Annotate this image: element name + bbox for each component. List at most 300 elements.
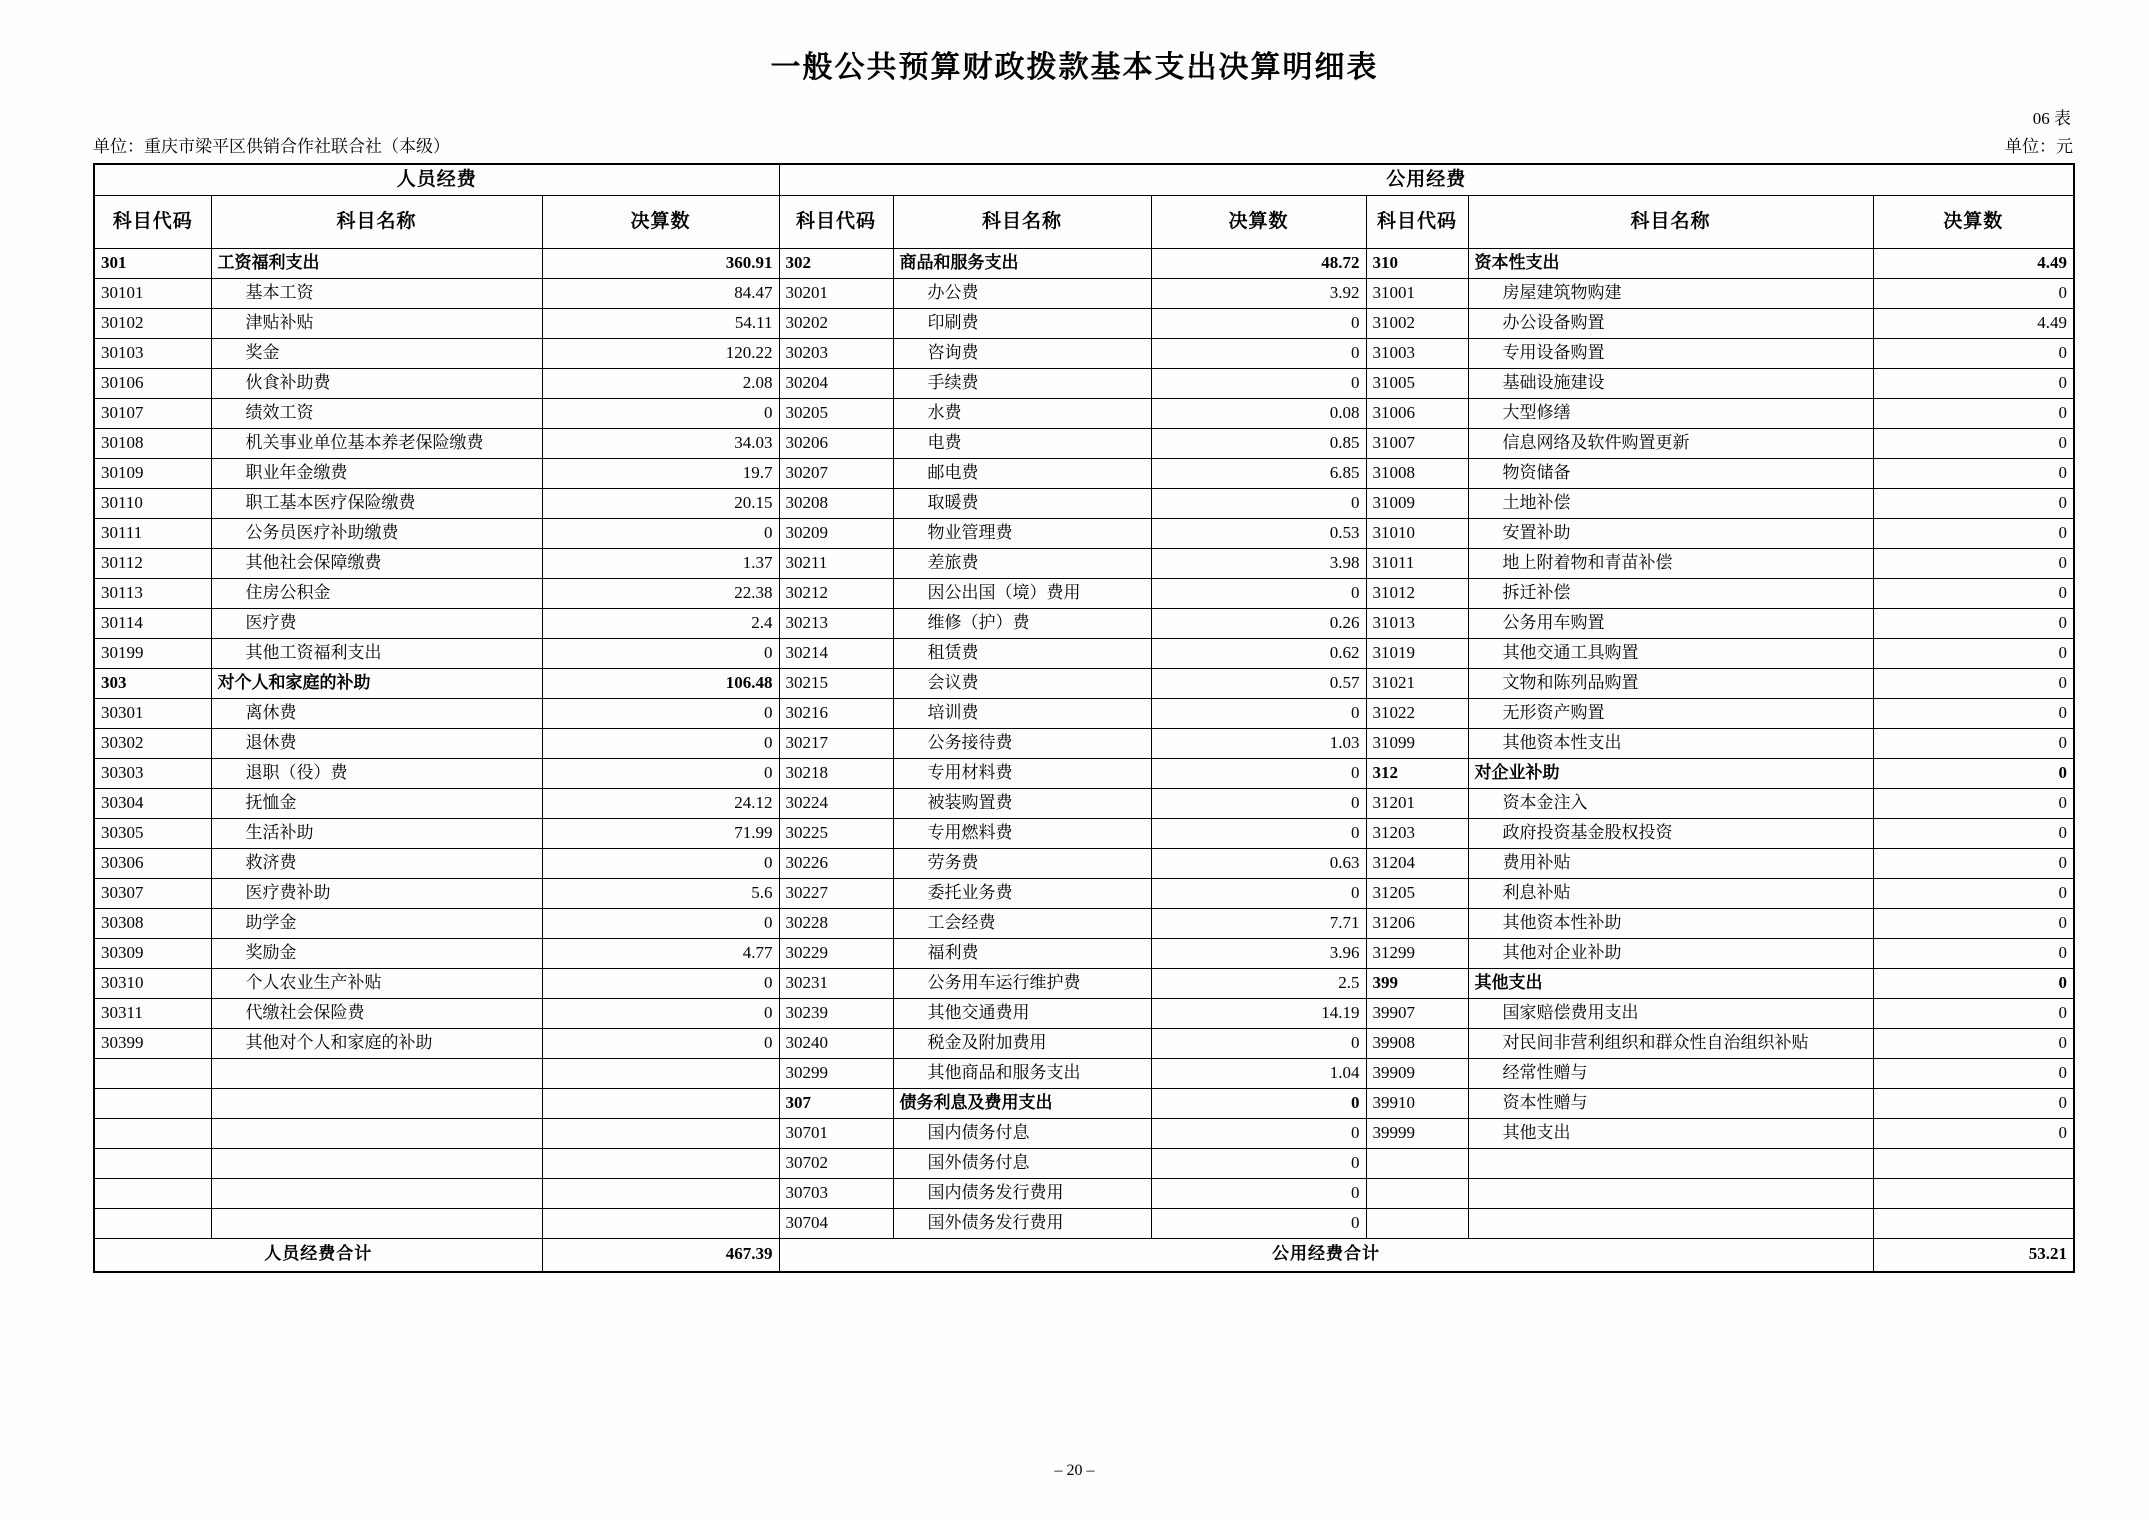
- subject-code-cell: 31203: [1366, 819, 1468, 849]
- amount-cell: 4.49: [1873, 309, 2074, 339]
- table-row: [94, 489, 2074, 519]
- header-amount: 决算数: [542, 196, 779, 249]
- amount-cell: 106.48: [542, 669, 779, 699]
- amount-cell: 0.57: [1151, 669, 1366, 699]
- subject-code-cell: 30399: [94, 1029, 211, 1059]
- subject-code-cell: 30218: [779, 759, 893, 789]
- amount-cell: 2.5: [1151, 969, 1366, 999]
- subject-code-cell: 30217: [779, 729, 893, 759]
- table-row: [94, 969, 2074, 999]
- table-row: [94, 819, 2074, 849]
- subject-name-cell: [211, 1059, 542, 1089]
- subject-code-cell: 30302: [94, 729, 211, 759]
- table-row: [94, 1089, 2074, 1119]
- subject-code-cell: 301: [94, 249, 211, 279]
- subject-code-cell: [94, 1119, 211, 1149]
- subject-code-cell: 30309: [94, 939, 211, 969]
- amount-cell: 120.22: [542, 339, 779, 369]
- amount-cell: [542, 1149, 779, 1179]
- column-header-row: [94, 196, 2074, 249]
- subject-name-cell: 职工基本医疗保险缴费: [211, 489, 542, 519]
- amount-cell: [1873, 1209, 2074, 1239]
- subject-code-cell: 31007: [1366, 429, 1468, 459]
- amount-cell: 54.11: [542, 309, 779, 339]
- amount-cell: 22.38: [542, 579, 779, 609]
- amount-cell: 0: [1873, 819, 2074, 849]
- subject-code-cell: 30199: [94, 639, 211, 669]
- subject-code-cell: 31022: [1366, 699, 1468, 729]
- amount-cell: 0: [1151, 1209, 1366, 1239]
- group-header-public: 公用经费: [779, 164, 2074, 196]
- amount-cell: 84.47: [542, 279, 779, 309]
- subject-code-cell: 39999: [1366, 1119, 1468, 1149]
- subject-code-cell: 399: [1366, 969, 1468, 999]
- subject-code-cell: 30216: [779, 699, 893, 729]
- subject-name-cell: 生活补助: [211, 819, 542, 849]
- subject-name-cell: 公务用车运行维护费: [893, 969, 1151, 999]
- subject-name-cell: 国外债务发行费用: [893, 1209, 1151, 1239]
- amount-cell: 19.7: [542, 459, 779, 489]
- amount-cell: 0: [1873, 579, 2074, 609]
- amount-cell: 0: [1151, 789, 1366, 819]
- subject-code-cell: 30206: [779, 429, 893, 459]
- table-row: [94, 639, 2074, 669]
- unit-name-label: 单位：重庆市梁平区供销合作社联合社（本级）: [93, 137, 450, 156]
- subject-code-cell: 30307: [94, 879, 211, 909]
- amount-cell: 0: [1873, 369, 2074, 399]
- amount-cell: 0: [1873, 879, 2074, 909]
- subject-code-cell: 31019: [1366, 639, 1468, 669]
- subject-code-cell: 31003: [1366, 339, 1468, 369]
- subject-code-cell: [1366, 1209, 1468, 1239]
- subject-code-cell: 30111: [94, 519, 211, 549]
- table-row: [94, 759, 2074, 789]
- personnel-total-value: 467.39: [542, 1239, 779, 1272]
- subject-code-cell: 30225: [779, 819, 893, 849]
- subject-code-cell: 31021: [1366, 669, 1468, 699]
- subject-name-cell: 其他支出: [1468, 969, 1873, 999]
- group-header-row: [94, 164, 2074, 196]
- amount-cell: 0: [1151, 309, 1366, 339]
- amount-cell: 0: [1151, 1149, 1366, 1179]
- amount-cell: 360.91: [542, 249, 779, 279]
- amount-cell: 0: [542, 969, 779, 999]
- subject-code-cell: 30214: [779, 639, 893, 669]
- amount-cell: 0: [542, 699, 779, 729]
- subject-name-cell: 无形资产购置: [1468, 699, 1873, 729]
- amount-cell: 0.08: [1151, 399, 1366, 429]
- subject-code-cell: 30110: [94, 489, 211, 519]
- subject-name-cell: 拆迁补偿: [1468, 579, 1873, 609]
- subject-code-cell: 31013: [1366, 609, 1468, 639]
- subject-name-cell: 印刷费: [893, 309, 1151, 339]
- header-subject-name: 科目名称: [1468, 196, 1873, 249]
- amount-cell: 0: [542, 849, 779, 879]
- subject-code-cell: 31009: [1366, 489, 1468, 519]
- amount-cell: 3.96: [1151, 939, 1366, 969]
- subject-code-cell: 30240: [779, 1029, 893, 1059]
- subject-name-cell: 医疗费: [211, 609, 542, 639]
- amount-cell: 0: [1873, 1089, 2074, 1119]
- subject-name-cell: [211, 1179, 542, 1209]
- header-subject-code: 科目代码: [779, 196, 893, 249]
- table-row: [94, 549, 2074, 579]
- group-header-personnel: 人员经费: [94, 164, 779, 196]
- subject-code-cell: 31201: [1366, 789, 1468, 819]
- subject-name-cell: 取暖费: [893, 489, 1151, 519]
- unit-currency-label: 单位：元: [2005, 137, 2073, 156]
- subject-code-cell: 30215: [779, 669, 893, 699]
- table-row: [94, 1029, 2074, 1059]
- header-subject-name: 科目名称: [211, 196, 542, 249]
- subject-code-cell: 30113: [94, 579, 211, 609]
- header-subject-code: 科目代码: [1366, 196, 1468, 249]
- subject-name-cell: 基本工资: [211, 279, 542, 309]
- subject-code-cell: 31001: [1366, 279, 1468, 309]
- subject-code-cell: [94, 1179, 211, 1209]
- subject-name-cell: [211, 1119, 542, 1149]
- amount-cell: 0: [1873, 669, 2074, 699]
- expenditure-table: [93, 163, 2075, 1273]
- subject-code-cell: 30308: [94, 909, 211, 939]
- table-row: [94, 879, 2074, 909]
- subject-code-cell: 30299: [779, 1059, 893, 1089]
- amount-cell: 0: [1873, 939, 2074, 969]
- amount-cell: 0: [1873, 279, 2074, 309]
- subject-name-cell: 其他工资福利支出: [211, 639, 542, 669]
- subject-code-cell: 31204: [1366, 849, 1468, 879]
- subject-name-cell: 福利费: [893, 939, 1151, 969]
- amount-cell: 0: [542, 999, 779, 1029]
- subject-name-cell: 个人农业生产补贴: [211, 969, 542, 999]
- amount-cell: 0: [1151, 759, 1366, 789]
- amount-cell: 0: [1873, 909, 2074, 939]
- table-number: 06 表: [2032, 109, 2071, 128]
- subject-code-cell: 30306: [94, 849, 211, 879]
- subject-code-cell: 30203: [779, 339, 893, 369]
- subject-name-cell: 政府投资基金股权投资: [1468, 819, 1873, 849]
- table-row: [94, 609, 2074, 639]
- table-row: [94, 999, 2074, 1029]
- subject-name-cell: 物业管理费: [893, 519, 1151, 549]
- subject-name-cell: [1468, 1149, 1873, 1179]
- subject-code-cell: 31299: [1366, 939, 1468, 969]
- subject-code-cell: 30703: [779, 1179, 893, 1209]
- amount-cell: 14.19: [1151, 999, 1366, 1029]
- subject-code-cell: 30212: [779, 579, 893, 609]
- subject-code-cell: 30229: [779, 939, 893, 969]
- subject-name-cell: 医疗费补助: [211, 879, 542, 909]
- amount-cell: 7.71: [1151, 909, 1366, 939]
- subject-name-cell: 公务用车购置: [1468, 609, 1873, 639]
- amount-cell: 0: [1151, 819, 1366, 849]
- amount-cell: 71.99: [542, 819, 779, 849]
- amount-cell: 3.98: [1151, 549, 1366, 579]
- amount-cell: 0.62: [1151, 639, 1366, 669]
- table-row: [94, 669, 2074, 699]
- subject-code-cell: 30304: [94, 789, 211, 819]
- subject-name-cell: 被装购置费: [893, 789, 1151, 819]
- amount-cell: 3.92: [1151, 279, 1366, 309]
- subject-name-cell: 安置补助: [1468, 519, 1873, 549]
- header-subject-code: 科目代码: [94, 196, 211, 249]
- subject-name-cell: 其他交通工具购置: [1468, 639, 1873, 669]
- amount-cell: 0: [1873, 969, 2074, 999]
- page-title: 一般公共预算财政拨款基本支出决算明细表: [770, 51, 1379, 84]
- subject-code-cell: 39907: [1366, 999, 1468, 1029]
- amount-cell: 0: [1873, 549, 2074, 579]
- amount-cell: 0: [1151, 1029, 1366, 1059]
- subject-code-cell: 39909: [1366, 1059, 1468, 1089]
- subject-name-cell: 地上附着物和青苗补偿: [1468, 549, 1873, 579]
- subject-name-cell: 职业年金缴费: [211, 459, 542, 489]
- amount-cell: 0: [542, 639, 779, 669]
- subject-name-cell: 土地补偿: [1468, 489, 1873, 519]
- subject-code-cell: 30108: [94, 429, 211, 459]
- subject-name-cell: 其他社会保障缴费: [211, 549, 542, 579]
- subject-name-cell: 其他商品和服务支出: [893, 1059, 1151, 1089]
- subject-code-cell: 31002: [1366, 309, 1468, 339]
- table-row: [94, 789, 2074, 819]
- amount-cell: 5.6: [542, 879, 779, 909]
- subject-name-cell: 退休费: [211, 729, 542, 759]
- amount-cell: 0: [1873, 1029, 2074, 1059]
- table-row: [94, 1179, 2074, 1209]
- subject-code-cell: 31008: [1366, 459, 1468, 489]
- amount-cell: 0: [1873, 1059, 2074, 1089]
- subject-code-cell: 31099: [1366, 729, 1468, 759]
- subject-name-cell: 国内债务付息: [893, 1119, 1151, 1149]
- subject-name-cell: 债务利息及费用支出: [893, 1089, 1151, 1119]
- subject-code-cell: 30311: [94, 999, 211, 1029]
- subject-name-cell: 水费: [893, 399, 1151, 429]
- subject-name-cell: 维修（护）费: [893, 609, 1151, 639]
- amount-cell: [542, 1209, 779, 1239]
- subject-name-cell: 手续费: [893, 369, 1151, 399]
- subject-code-cell: 30207: [779, 459, 893, 489]
- subject-name-cell: 差旅费: [893, 549, 1151, 579]
- subject-code-cell: 31205: [1366, 879, 1468, 909]
- amount-cell: 0: [1873, 609, 2074, 639]
- amount-cell: 4.49: [1873, 249, 2074, 279]
- amount-cell: 0: [1151, 1089, 1366, 1119]
- subject-name-cell: 离休费: [211, 699, 542, 729]
- subject-name-cell: 委托业务费: [893, 879, 1151, 909]
- amount-cell: [1873, 1179, 2074, 1209]
- amount-cell: 0: [1151, 489, 1366, 519]
- subject-code-cell: 30112: [94, 549, 211, 579]
- table-row: [94, 339, 2074, 369]
- subject-code-cell: 30305: [94, 819, 211, 849]
- subject-name-cell: 对企业补助: [1468, 759, 1873, 789]
- amount-cell: 34.03: [542, 429, 779, 459]
- table-row: [94, 1059, 2074, 1089]
- subject-name-cell: 办公费: [893, 279, 1151, 309]
- amount-cell: 0: [1151, 1119, 1366, 1149]
- subject-name-cell: 代缴社会保险费: [211, 999, 542, 1029]
- amount-cell: 0: [1873, 849, 2074, 879]
- amount-cell: 0: [542, 399, 779, 429]
- page-number: – 20 –: [1054, 1462, 1095, 1479]
- subject-code-cell: [1366, 1149, 1468, 1179]
- subject-name-cell: 津贴补贴: [211, 309, 542, 339]
- subject-code-cell: 30101: [94, 279, 211, 309]
- subject-code-cell: 31011: [1366, 549, 1468, 579]
- table-row: [94, 579, 2074, 609]
- subject-code-cell: 39910: [1366, 1089, 1468, 1119]
- amount-cell: 0: [1873, 729, 2074, 759]
- subject-name-cell: 助学金: [211, 909, 542, 939]
- amount-cell: 0: [1151, 339, 1366, 369]
- subject-name-cell: 专用材料费: [893, 759, 1151, 789]
- subject-code-cell: 30103: [94, 339, 211, 369]
- subject-code-cell: [94, 1089, 211, 1119]
- subject-name-cell: 培训费: [893, 699, 1151, 729]
- subject-name-cell: 其他对企业补助: [1468, 939, 1873, 969]
- subject-code-cell: [94, 1209, 211, 1239]
- amount-cell: 0: [1873, 459, 2074, 489]
- amount-cell: 0: [1151, 369, 1366, 399]
- subject-name-cell: 伙食补助费: [211, 369, 542, 399]
- amount-cell: 0: [1873, 1119, 2074, 1149]
- amount-cell: 0.53: [1151, 519, 1366, 549]
- amount-cell: 0: [1873, 789, 2074, 819]
- subject-name-cell: 电费: [893, 429, 1151, 459]
- subject-code-cell: 30226: [779, 849, 893, 879]
- subject-code-cell: 31010: [1366, 519, 1468, 549]
- amount-cell: 0: [1873, 639, 2074, 669]
- subject-name-cell: 工资福利支出: [211, 249, 542, 279]
- subject-name-cell: 国内债务发行费用: [893, 1179, 1151, 1209]
- subject-code-cell: 307: [779, 1089, 893, 1119]
- subject-name-cell: 其他支出: [1468, 1119, 1873, 1149]
- subject-code-cell: 30704: [779, 1209, 893, 1239]
- amount-cell: 0.63: [1151, 849, 1366, 879]
- subject-name-cell: 利息补贴: [1468, 879, 1873, 909]
- subject-name-cell: 邮电费: [893, 459, 1151, 489]
- amount-cell: 1.04: [1151, 1059, 1366, 1089]
- subject-code-cell: 312: [1366, 759, 1468, 789]
- table-row: [94, 1119, 2074, 1149]
- totals-row: [94, 1239, 2074, 1272]
- subject-code-cell: 31006: [1366, 399, 1468, 429]
- subject-name-cell: 因公出国（境）费用: [893, 579, 1151, 609]
- subject-name-cell: 基础设施建设: [1468, 369, 1873, 399]
- amount-cell: 0.85: [1151, 429, 1366, 459]
- subject-name-cell: 信息网络及软件购置更新: [1468, 429, 1873, 459]
- subject-code-cell: 31206: [1366, 909, 1468, 939]
- subject-code-cell: 30224: [779, 789, 893, 819]
- subject-name-cell: 国外债务付息: [893, 1149, 1151, 1179]
- subject-code-cell: [94, 1149, 211, 1179]
- subject-name-cell: [1468, 1179, 1873, 1209]
- amount-cell: 0: [1151, 879, 1366, 909]
- amount-cell: 2.4: [542, 609, 779, 639]
- subject-name-cell: 奖励金: [211, 939, 542, 969]
- amount-cell: 1.03: [1151, 729, 1366, 759]
- subject-name-cell: 资本性支出: [1468, 249, 1873, 279]
- subject-code-cell: 30208: [779, 489, 893, 519]
- amount-cell: 0: [1873, 399, 2074, 429]
- amount-cell: 0: [1873, 429, 2074, 459]
- amount-cell: [542, 1179, 779, 1209]
- subject-name-cell: 租赁费: [893, 639, 1151, 669]
- subject-name-cell: 公务员医疗补助缴费: [211, 519, 542, 549]
- subject-code-cell: 30310: [94, 969, 211, 999]
- amount-cell: 0: [1873, 999, 2074, 1029]
- subject-name-cell: 抚恤金: [211, 789, 542, 819]
- subject-code-cell: 30109: [94, 459, 211, 489]
- subject-code-cell: 31012: [1366, 579, 1468, 609]
- subject-name-cell: 退职（役）费: [211, 759, 542, 789]
- amount-cell: 2.08: [542, 369, 779, 399]
- subject-name-cell: 物资储备: [1468, 459, 1873, 489]
- table-row: [94, 309, 2074, 339]
- table-row: [94, 459, 2074, 489]
- amount-cell: 24.12: [542, 789, 779, 819]
- subject-name-cell: [211, 1089, 542, 1119]
- subject-code-cell: 30106: [94, 369, 211, 399]
- amount-cell: 0: [1873, 519, 2074, 549]
- table-row: [94, 399, 2074, 429]
- subject-name-cell: 专用设备购置: [1468, 339, 1873, 369]
- subject-code-cell: 30227: [779, 879, 893, 909]
- table-row: [94, 1149, 2074, 1179]
- subject-code-cell: 30211: [779, 549, 893, 579]
- subject-code-cell: 30213: [779, 609, 893, 639]
- subject-code-cell: 303: [94, 669, 211, 699]
- amount-cell: [542, 1059, 779, 1089]
- subject-code-cell: 30205: [779, 399, 893, 429]
- subject-code-cell: 30228: [779, 909, 893, 939]
- table-row: [94, 249, 2074, 279]
- subject-code-cell: 30202: [779, 309, 893, 339]
- unit-row: [93, 132, 2073, 157]
- table-row: [94, 939, 2074, 969]
- table-row: [94, 699, 2074, 729]
- subject-code-cell: [94, 1059, 211, 1089]
- subject-code-cell: 30102: [94, 309, 211, 339]
- subject-name-cell: [1468, 1209, 1873, 1239]
- subject-code-cell: 30114: [94, 609, 211, 639]
- amount-cell: [542, 1089, 779, 1119]
- subject-name-cell: [211, 1209, 542, 1239]
- amount-cell: 0: [1873, 489, 2074, 519]
- public-total-value: 53.21: [1873, 1239, 2074, 1272]
- amount-cell: [542, 1119, 779, 1149]
- amount-cell: 0: [1873, 339, 2074, 369]
- subject-code-cell: 30231: [779, 969, 893, 999]
- header-amount: 决算数: [1873, 196, 2074, 249]
- amount-cell: 48.72: [1151, 249, 1366, 279]
- subject-name-cell: 劳务费: [893, 849, 1151, 879]
- subject-name-cell: 住房公积金: [211, 579, 542, 609]
- table-row: [94, 519, 2074, 549]
- amount-cell: 6.85: [1151, 459, 1366, 489]
- subject-name-cell: 房屋建筑物购建: [1468, 279, 1873, 309]
- subject-code-cell: 31005: [1366, 369, 1468, 399]
- subject-name-cell: 绩效工资: [211, 399, 542, 429]
- amount-cell: 20.15: [542, 489, 779, 519]
- amount-cell: 0: [1873, 699, 2074, 729]
- subject-name-cell: 经常性赠与: [1468, 1059, 1873, 1089]
- subject-name-cell: 救济费: [211, 849, 542, 879]
- subject-name-cell: 会议费: [893, 669, 1151, 699]
- table-row: [94, 279, 2074, 309]
- subject-name-cell: 费用补贴: [1468, 849, 1873, 879]
- table-row: [94, 849, 2074, 879]
- subject-code-cell: 30239: [779, 999, 893, 1029]
